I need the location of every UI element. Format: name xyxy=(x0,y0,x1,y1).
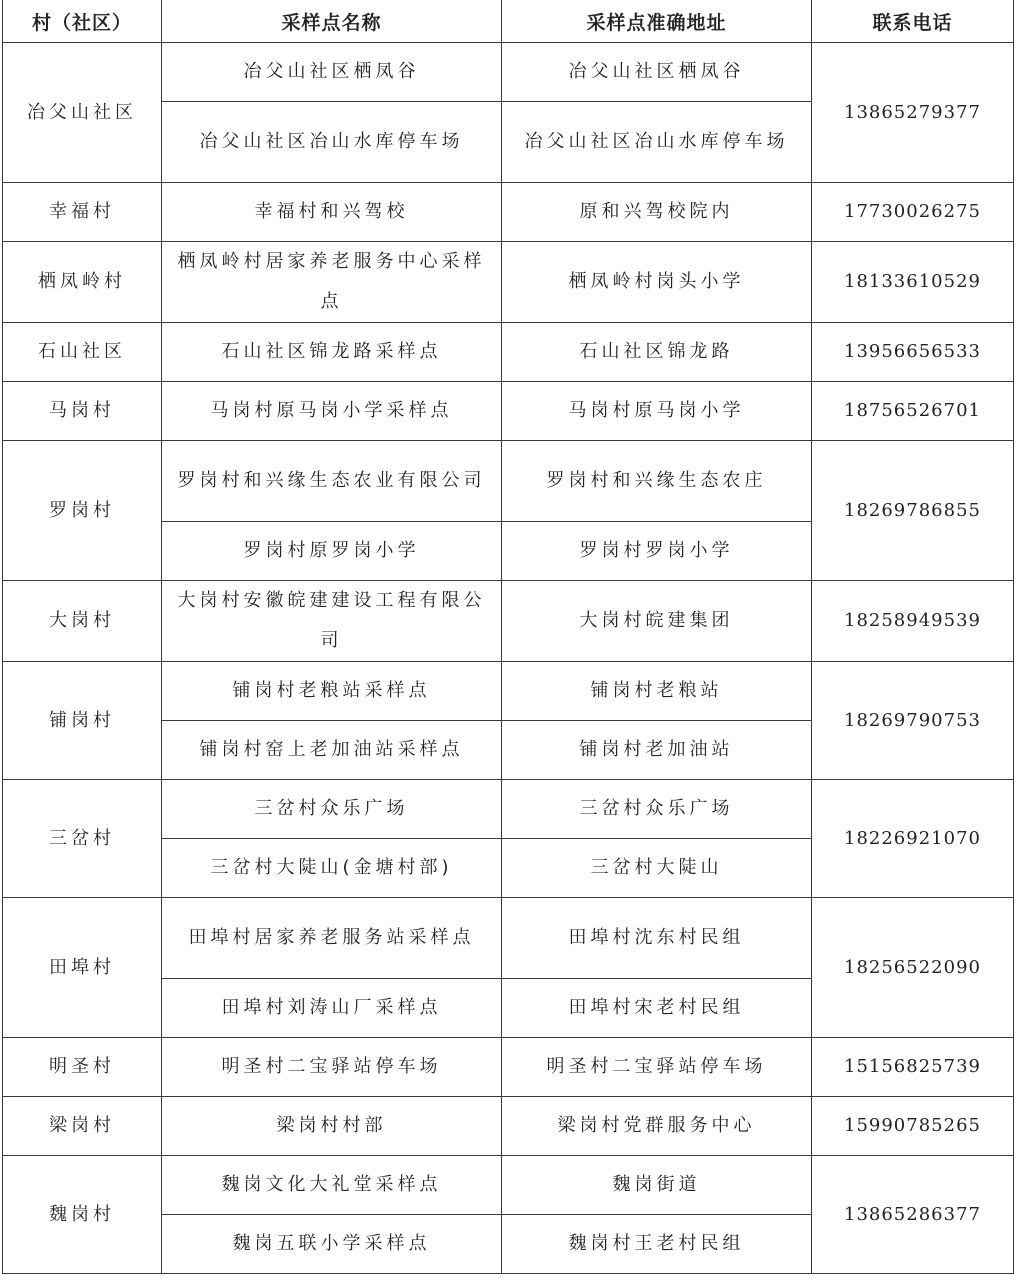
header-phone: 联系电话 xyxy=(812,0,1014,43)
phone-cell: 15156825739 xyxy=(812,1038,1014,1097)
village-cell: 三岔村 xyxy=(3,780,162,898)
header-site-address: 采样点准确地址 xyxy=(502,0,812,43)
table-row xyxy=(3,323,1014,382)
table-row xyxy=(3,43,1014,102)
site-name-cell: 三岔村大陡山(金塘村部) xyxy=(162,839,502,898)
phone-cell: 18269790753 xyxy=(812,662,1014,780)
phone-cell: 13865279377 xyxy=(812,43,1014,183)
sampling-sites-table xyxy=(2,0,1014,1274)
village-cell: 大岗村 xyxy=(3,581,162,662)
site-name-cell: 田埠村刘涛山厂采样点 xyxy=(162,979,502,1038)
phone-cell: 18256522090 xyxy=(812,898,1014,1038)
table-body xyxy=(3,43,1014,1274)
table-row xyxy=(3,1156,1014,1215)
table-row xyxy=(3,1097,1014,1156)
site-address-cell: 魏岗村王老村民组 xyxy=(502,1215,812,1274)
header-row xyxy=(3,0,1014,43)
site-address-cell: 铺岗村老粮站 xyxy=(502,662,812,721)
site-name-cell: 梁岗村村部 xyxy=(162,1097,502,1156)
site-name-cell: 魏岗五联小学采样点 xyxy=(162,1215,502,1274)
site-address-cell: 铺岗村老加油站 xyxy=(502,721,812,780)
phone-cell: 18133610529 xyxy=(812,242,1014,323)
table-row xyxy=(3,662,1014,721)
site-name-cell: 栖凤岭村居家养老服务中心采样点 xyxy=(162,242,502,323)
site-name-cell: 大岗村安徽皖建建设工程有限公司 xyxy=(162,581,502,662)
table-row xyxy=(3,1038,1014,1097)
site-address-cell: 梁岗村党群服务中心 xyxy=(502,1097,812,1156)
phone-cell: 18226921070 xyxy=(812,780,1014,898)
site-name-cell: 三岔村众乐广场 xyxy=(162,780,502,839)
header-site-name: 采样点名称 xyxy=(162,0,502,43)
site-name-cell: 铺岗村老粮站采样点 xyxy=(162,662,502,721)
village-cell: 栖凤岭村 xyxy=(3,242,162,323)
village-cell: 幸福村 xyxy=(3,183,162,242)
table-row xyxy=(3,382,1014,441)
table-row xyxy=(3,581,1014,662)
site-name-cell: 明圣村二宝驿站停车场 xyxy=(162,1038,502,1097)
site-address-cell: 魏岗街道 xyxy=(502,1156,812,1215)
site-name-cell: 幸福村和兴驾校 xyxy=(162,183,502,242)
header-village: 村（社区） xyxy=(3,0,162,43)
phone-cell: 13865286377 xyxy=(812,1156,1014,1274)
village-cell: 冶父山社区 xyxy=(3,43,162,183)
site-address-cell: 罗岗村和兴缘生态农庄 xyxy=(502,441,812,522)
phone-cell: 18258949539 xyxy=(812,581,1014,662)
village-cell: 田埠村 xyxy=(3,898,162,1038)
village-cell: 魏岗村 xyxy=(3,1156,162,1274)
site-name-cell: 田埠村居家养老服务站采样点 xyxy=(162,898,502,979)
village-cell: 明圣村 xyxy=(3,1038,162,1097)
village-cell: 梁岗村 xyxy=(3,1097,162,1156)
site-address-cell: 冶父山社区栖凤谷 xyxy=(502,43,812,102)
phone-cell: 15990785265 xyxy=(812,1097,1014,1156)
table-header xyxy=(3,0,1014,43)
site-address-cell: 田埠村沈东村民组 xyxy=(502,898,812,979)
village-cell: 石山社区 xyxy=(3,323,162,382)
site-address-cell: 石山社区锦龙路 xyxy=(502,323,812,382)
table-row xyxy=(3,183,1014,242)
site-address-cell: 三岔村大陡山 xyxy=(502,839,812,898)
table-row xyxy=(3,441,1014,522)
site-name-cell: 魏岗文化大礼堂采样点 xyxy=(162,1156,502,1215)
site-name-cell: 冶父山社区栖凤谷 xyxy=(162,43,502,102)
site-name-cell: 罗岗村原罗岗小学 xyxy=(162,522,502,581)
village-cell: 马岗村 xyxy=(3,382,162,441)
phone-cell: 18269786855 xyxy=(812,441,1014,581)
site-address-cell: 冶父山社区冶山水库停车场 xyxy=(502,102,812,183)
site-name-cell: 罗岗村和兴缘生态农业有限公司 xyxy=(162,441,502,522)
table-row xyxy=(3,242,1014,323)
site-name-cell: 冶父山社区冶山水库停车场 xyxy=(162,102,502,183)
site-name-cell: 石山社区锦龙路采样点 xyxy=(162,323,502,382)
site-address-cell: 田埠村宋老村民组 xyxy=(502,979,812,1038)
village-cell: 铺岗村 xyxy=(3,662,162,780)
site-address-cell: 原和兴驾校院内 xyxy=(502,183,812,242)
site-address-cell: 三岔村众乐广场 xyxy=(502,780,812,839)
table-row xyxy=(3,780,1014,839)
site-address-cell: 栖凤岭村岗头小学 xyxy=(502,242,812,323)
phone-cell: 18756526701 xyxy=(812,382,1014,441)
site-address-cell: 明圣村二宝驿站停车场 xyxy=(502,1038,812,1097)
phone-cell: 13956656533 xyxy=(812,323,1014,382)
site-name-cell: 马岗村原马岗小学采样点 xyxy=(162,382,502,441)
village-cell: 罗岗村 xyxy=(3,441,162,581)
phone-cell: 17730026275 xyxy=(812,183,1014,242)
site-address-cell: 马岗村原马岗小学 xyxy=(502,382,812,441)
table-row xyxy=(3,898,1014,979)
site-address-cell: 罗岗村罗岗小学 xyxy=(502,522,812,581)
site-address-cell: 大岗村皖建集团 xyxy=(502,581,812,662)
site-name-cell: 铺岗村窑上老加油站采样点 xyxy=(162,721,502,780)
